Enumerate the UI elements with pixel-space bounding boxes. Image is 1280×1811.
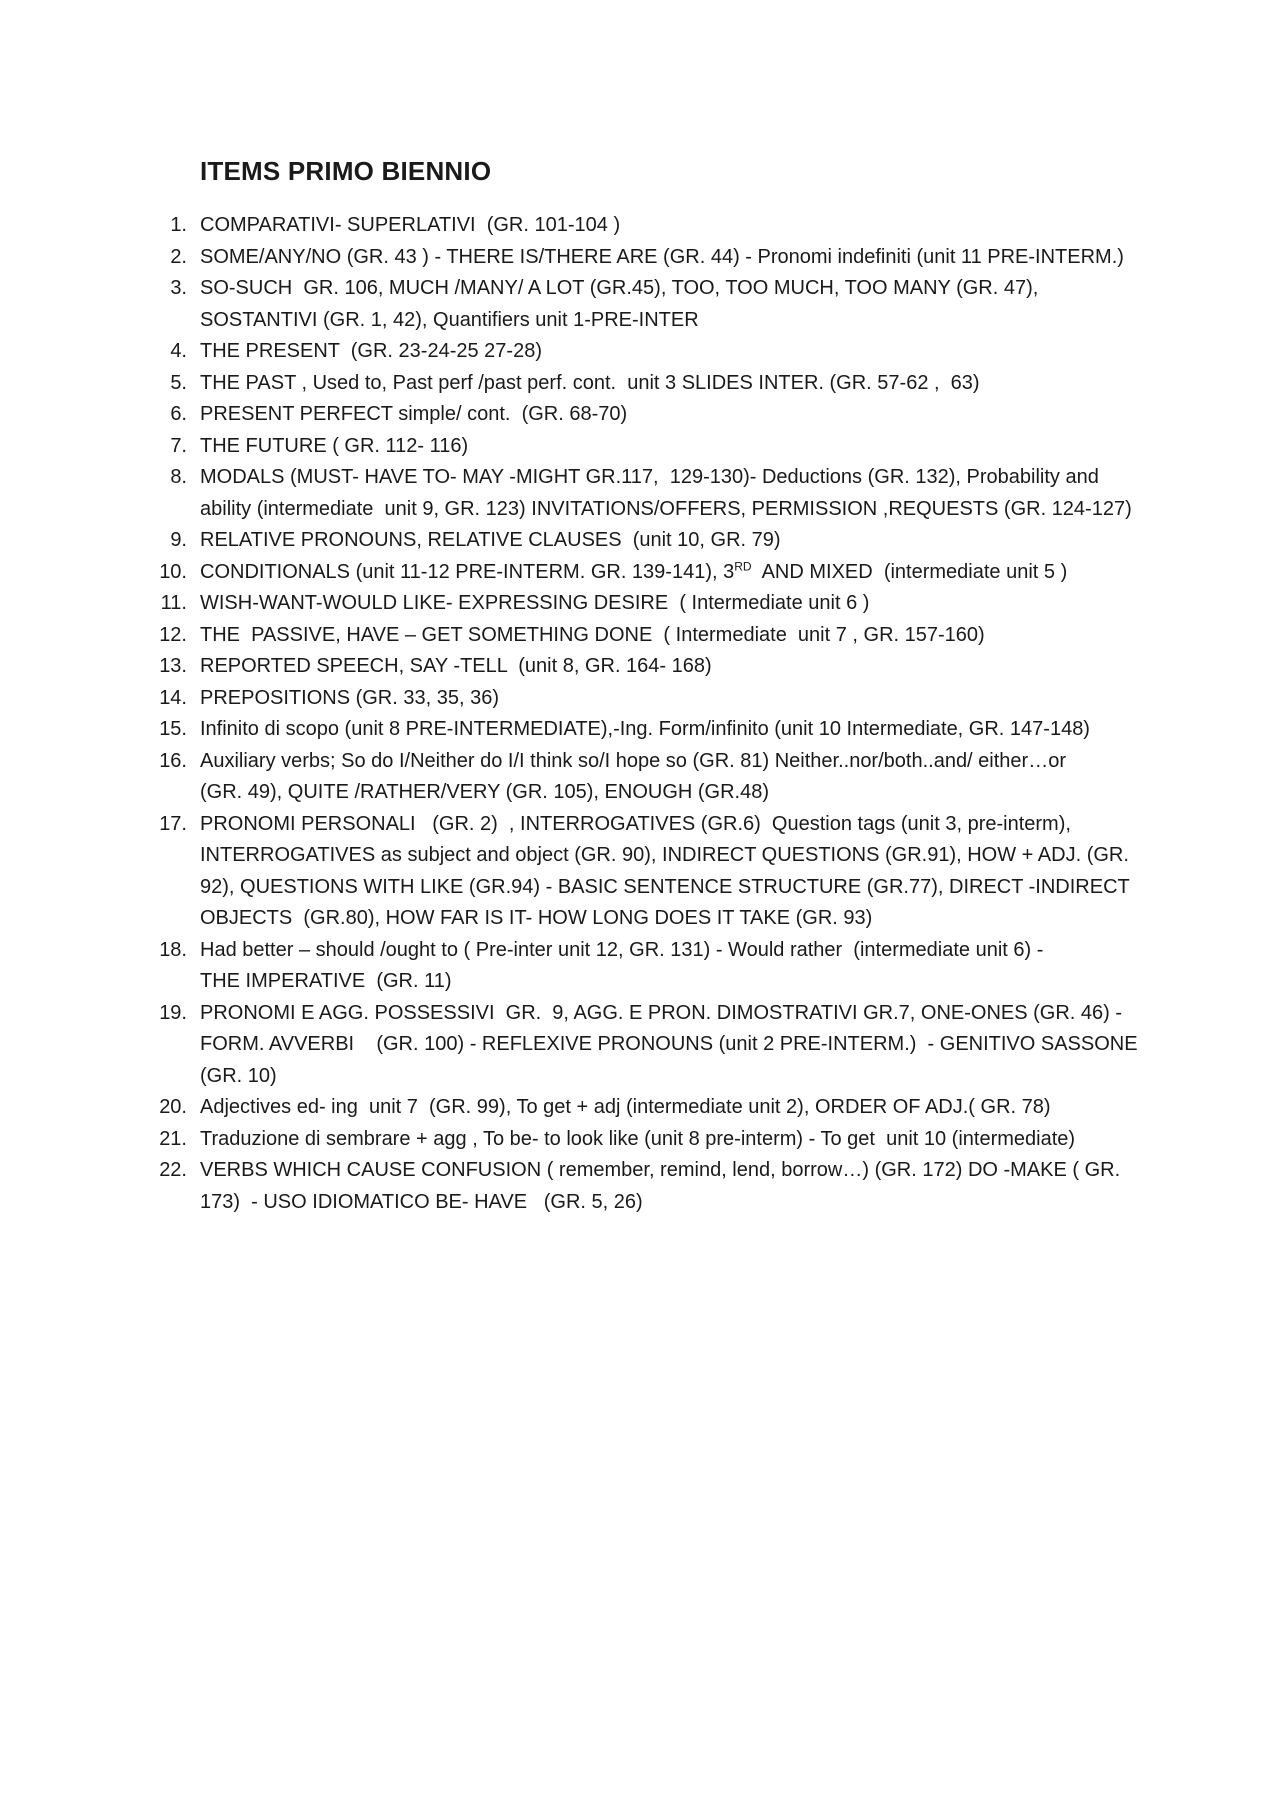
list-item [0,336,1280,368]
item-number: 16. [159,749,187,772]
item-line: 173) - USO IDIOMATICO BE- HAVE (GR. 5, 26) [200,1190,643,1213]
item-text [200,368,1200,400]
list-item [0,431,1280,463]
item-number: 15. [159,718,187,740]
list-item [0,809,1280,935]
list-item [0,242,1280,274]
item-number: 3. [170,277,187,299]
list-item [0,998,1280,1093]
item-line: (GR. 49), QUITE /RATHER/VERY (GR. 105), ENOUGH (GR.48) [200,781,769,803]
item-text [200,1124,1200,1156]
item-text [200,620,1200,652]
item-line: COMPARATIVI- SUPERLATIVI (GR. 101-104 ) [200,214,621,236]
list-item [0,746,1280,809]
item-number: 2. [170,245,187,268]
item-number: 18. [159,938,187,961]
item-text [200,273,1200,336]
list-item [0,1092,1280,1124]
item-line: OBJECTS (GR.80), HOW FAR IS IT- HOW LONG DOES IT TAKE (GR. 93) [200,907,873,929]
list-item [0,588,1280,620]
item-line: FORM. AVVERBI (GR. 100) - REFLEXIVE PRONOUNS (unit 2 PRE-INTERM.) - GENITIVO SASSONE [200,1033,1138,1055]
item-text [200,935,1200,998]
item-number: 7. [170,434,187,457]
item-number: 17. [159,812,187,835]
item-line: REPORTED SPEECH, SAY -TELL (unit 8, GR. 164- 168) [200,655,712,677]
list-item [0,462,1280,525]
item-line [200,557,1200,589]
item-text [200,809,1200,935]
item-text [200,746,1200,809]
item-number: 10. [159,560,187,583]
list-item [0,1124,1280,1156]
list-item [0,651,1280,683]
item-text [200,336,1200,368]
item-text [200,683,1200,715]
item-line: SOSTANTIVI (GR. 1, 42), Quantifiers unit 1-PRE-INTER [200,308,699,331]
item-number: 9. [170,529,187,551]
item-line: MODALS (MUST- HAVE TO- MAY -MIGHT GR.117, 129-130)- Deductions (GR. 132), Probability and [200,466,1099,488]
item-line: SO-SUCH GR. 106, MUCH /MANY/ A LOT (GR.45), TOO, TOO MUCH, TOO MANY (GR. 47), [200,277,1039,299]
item-text [200,651,1200,683]
item-line: THE PRESENT (GR. 23-24-25 27-28) [200,340,542,362]
item-line: SOME/ANY/NO (GR. 43 ) - THERE IS/THERE ARE (GR. 44) - Pronomi indefiniti (unit 11 PRE-INTERM.) [200,245,1124,268]
item-number: 14. [159,686,187,709]
item-number: 21. [159,1127,187,1150]
item-number: 20. [159,1096,187,1118]
item-line: PRESENT PERFECT simple/ cont. (GR. 68-70) [200,403,628,425]
item-text [200,210,1200,242]
item-text [200,557,1200,589]
list-item [0,557,1280,589]
item-number: 12. [159,623,187,646]
list-item [0,683,1280,715]
item-line: PREPOSITIONS (GR. 33, 35, 36) [200,686,499,709]
item-line: Infinito di scopo (unit 8 PRE-INTERMEDIATE),-Ing. Form/infinito (unit 10 Intermediate, GR. 147-148) [200,718,1090,740]
item-text [200,1155,1200,1218]
item-text [200,1092,1200,1124]
item-text [200,714,1200,746]
items-list [0,210,1280,1218]
list-item [0,620,1280,652]
item-text [200,588,1200,620]
item-line: RELATIVE PRONOUNS, RELATIVE CLAUSES (unit 10, GR. 79) [200,529,781,551]
item-number: 4. [170,340,187,362]
list-item [0,714,1280,746]
item-number: 22. [159,1159,187,1181]
item-line: INTERROGATIVES as subject and object (GR. 90), INDIRECT QUESTIONS (GR.91), HOW + ADJ. (GR. [200,844,1129,866]
item-line: 92), QUESTIONS WITH LIKE (GR.94) - BASIC SENTENCE STRUCTURE (GR.77), DIRECT -INDIRECT [200,875,1130,898]
item-line: Adjectives ed- ing unit 7 (GR. 99), To get + adj (intermediate unit 2), ORDER OF ADJ.( GR. 78) [200,1096,1051,1118]
item-line: THE PAST , Used to, Past perf /past perf. cont. unit 3 SLIDES INTER. (GR. 57-62 , 63) [200,371,980,394]
item-line: THE PASSIVE, HAVE – GET SOMETHING DONE ( Intermediate unit 7 , GR. 157-160) [200,623,985,646]
item-line: PRONOMI E AGG. POSSESSIVI GR. 9, AGG. E PRON. DIMOSTRATIVI GR.7, ONE-ONES (GR. 46) - [200,1001,1123,1024]
ordinal-superscript: RD [734,558,752,573]
item-number: 19. [159,1001,187,1024]
item-number: 13. [159,655,187,677]
item-text-segment: AND MIXED (intermediate unit 5 ) [751,560,1068,583]
item-number: 11. [160,592,187,614]
item-text-segment: CONDITIONALS (unit 11-12 PRE-INTERM. GR. 139-141), 3 [200,560,735,583]
item-number: 1. [170,214,187,236]
page-title: ITEMS PRIMO BIENNIO [200,156,492,186]
item-line: Traduzione di sembrare + agg , To be- to look like (unit 8 pre-interm) - To get unit 10 (intermediate) [200,1127,1076,1150]
list-item [0,273,1280,336]
list-item [0,399,1280,431]
item-number: 8. [170,466,187,488]
list-item [0,1155,1280,1218]
item-text [200,525,1200,557]
item-line: THE IMPERATIVE (GR. 11) [200,970,452,992]
item-line: Auxiliary verbs; So do I/Neither do I/I think so/I hope so (GR. 81) Neither..nor/both..and/ either…or [200,749,1066,772]
list-item [0,525,1280,557]
item-text [200,462,1200,525]
item-line: WISH-WANT-WOULD LIKE- EXPRESSING DESIRE ( Intermediate unit 6 ) [200,592,870,614]
item-number: 5. [170,371,187,394]
item-line: VERBS WHICH CAUSE CONFUSION ( remember, remind, lend, borrow…) (GR. 172) DO -MAKE ( GR. [200,1159,1121,1181]
item-line: PRONOMI PERSONALI (GR. 2) , INTERROGATIVES (GR.6) Question tags (unit 3, pre-interm), [200,812,1071,835]
list-item [0,210,1280,242]
list-item [0,935,1280,998]
item-text [200,998,1200,1093]
item-text [200,399,1200,431]
item-line: THE FUTURE ( GR. 112- 116) [200,434,469,457]
item-number: 6. [170,403,187,425]
item-text [200,431,1200,463]
list-item [0,368,1280,400]
item-text [200,242,1200,274]
item-line: (GR. 10) [200,1064,277,1087]
item-line: Had better – should /ought to ( Pre-inter unit 12, GR. 131) - Would rather (intermediate unit 6) - [200,938,1044,961]
item-line: ability (intermediate unit 9, GR. 123) INVITATIONS/OFFERS, PERMISSION ,REQUESTS (GR. 124-127) [200,497,1132,520]
